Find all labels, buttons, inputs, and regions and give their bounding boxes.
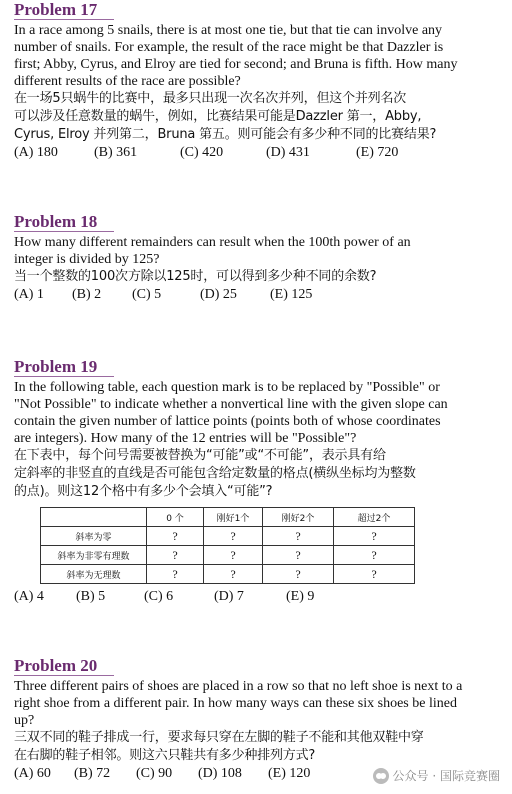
choice-c: (C) 6: [144, 589, 174, 604]
problem-19: [14, 357, 500, 606]
choice-e: (E) 125: [270, 287, 313, 302]
choice-b: (B) 361: [94, 145, 138, 160]
table-cell: ?: [334, 527, 415, 546]
answer-choices: [14, 588, 500, 606]
choice-e: (E) 120: [268, 766, 311, 781]
table-cell: ?: [204, 565, 263, 584]
table-cell: ?: [334, 546, 415, 565]
choice-c: (C) 420: [180, 145, 224, 160]
choice-b: (B) 2: [72, 287, 102, 302]
watermark: [373, 767, 500, 784]
problem-text-zh: 当一个整数的100次方除以125时，可以得到多少种不同的余数?: [14, 269, 377, 284]
table-cell: ?: [334, 565, 415, 584]
problem-text-en: In the following table, each question mark is to be replaced by "Possible" or "Not Possible" to indicate whether a nonvertical line with the given slope can contain the given number of lattice points (points both of whose coordinates are integers). How many of the 12 entries will be "Possible"?: [14, 380, 448, 446]
problem-text-en: Three different pairs of shoes are placed in a row so that no left shoe is next to a right shoe from a different pair. In how many ways can these six shoes be lined up?: [14, 679, 463, 728]
problem-text-zh: 在下表中，每个问号需要被替换为“可能”或“不可能”，表示具有给 定斜率的非竖直的直线是否可能包含给定数量的格点(横纵坐标均为整数 的点)。则这12个格中有多少个会填入“可能”?: [14, 448, 416, 499]
table-row: [41, 527, 415, 546]
choice-b: (B) 72: [74, 766, 111, 781]
table-cell: ?: [147, 565, 204, 584]
table-row: [41, 565, 415, 584]
choice-d: (D) 431: [266, 145, 310, 160]
table-header: 超过2个: [334, 508, 415, 527]
problem-title: Problem 18: [14, 212, 114, 232]
answer-choices: [14, 286, 500, 304]
choice-a: (A) 60: [14, 766, 51, 781]
problem-17: [14, 0, 500, 162]
table-cell: ?: [263, 527, 334, 546]
table-header: 0 个: [147, 508, 204, 527]
choice-a: (A) 1: [14, 287, 44, 302]
problem-title: Problem 17: [14, 0, 114, 20]
choice-a: (A) 4: [14, 589, 44, 604]
answer-choices: [14, 144, 500, 162]
table-header: 刚好2个: [263, 508, 334, 527]
problem-title: Problem 20: [14, 656, 114, 676]
problem-text-en: In a race among 5 snails, there is at most one tie, but that tie can involve any number of snails. For example, the result of the race might be that Dazzler is first; Abby, Cyrus, and Elroy are tied for second; and Bruna is fifth. How many different results of the race are possible?: [14, 23, 458, 89]
choice-c: (C) 5: [132, 287, 162, 302]
problem-text-zh: 三双不同的鞋子排成一行，要求每只穿在左脚的鞋子不能和其他双鞋中穿 在右脚的鞋子相邻。则这六只鞋共有多少种排列方式?: [14, 730, 424, 763]
problem-title: Problem 19: [14, 357, 114, 377]
table-row: [41, 546, 415, 565]
choice-d: (D) 25: [200, 287, 237, 302]
choice-d: (D) 108: [198, 766, 242, 781]
table-cell: ?: [263, 565, 334, 584]
table-header-corner: [41, 508, 147, 527]
choice-b: (B) 5: [76, 589, 106, 604]
problem-18: [14, 212, 500, 304]
problem-20: [14, 656, 500, 783]
watermark-text: 公众号 · 国际竞赛圈: [392, 769, 500, 783]
choice-e: (E) 720: [356, 145, 399, 160]
choice-c: (C) 90: [136, 766, 173, 781]
problem-text-zh: 在一场5只蜗牛的比赛中，最多只出现一次名次并列，但这个并列名次 可以涉及任意数量的蜗牛，例如，比赛结果可能是Dazzler 第一，Abby, Cyrus, Elroy 并列第二，Bruna 第五。则可能会有多少种不同的比赛结果?: [14, 91, 437, 142]
choice-d: (D) 7: [214, 589, 244, 604]
problem-text-en: How many different remainders can result when the 100th power of an integer is divided by 125?: [14, 235, 411, 267]
lattice-table: [40, 507, 415, 584]
table-cell: ?: [263, 546, 334, 565]
table-cell: ?: [204, 527, 263, 546]
table-header: 刚好1个: [204, 508, 263, 527]
choice-a: (A) 180: [14, 145, 58, 160]
table-cell: ?: [147, 546, 204, 565]
row-label: 斜率为零: [41, 527, 147, 546]
row-label: 斜率为非零有理数: [41, 546, 147, 565]
table-cell: ?: [147, 527, 204, 546]
table-header-row: [41, 508, 415, 527]
table-cell: ?: [204, 546, 263, 565]
choice-e: (E) 9: [286, 589, 315, 604]
row-label: 斜率为无理数: [41, 565, 147, 584]
wechat-icon: [373, 768, 389, 784]
